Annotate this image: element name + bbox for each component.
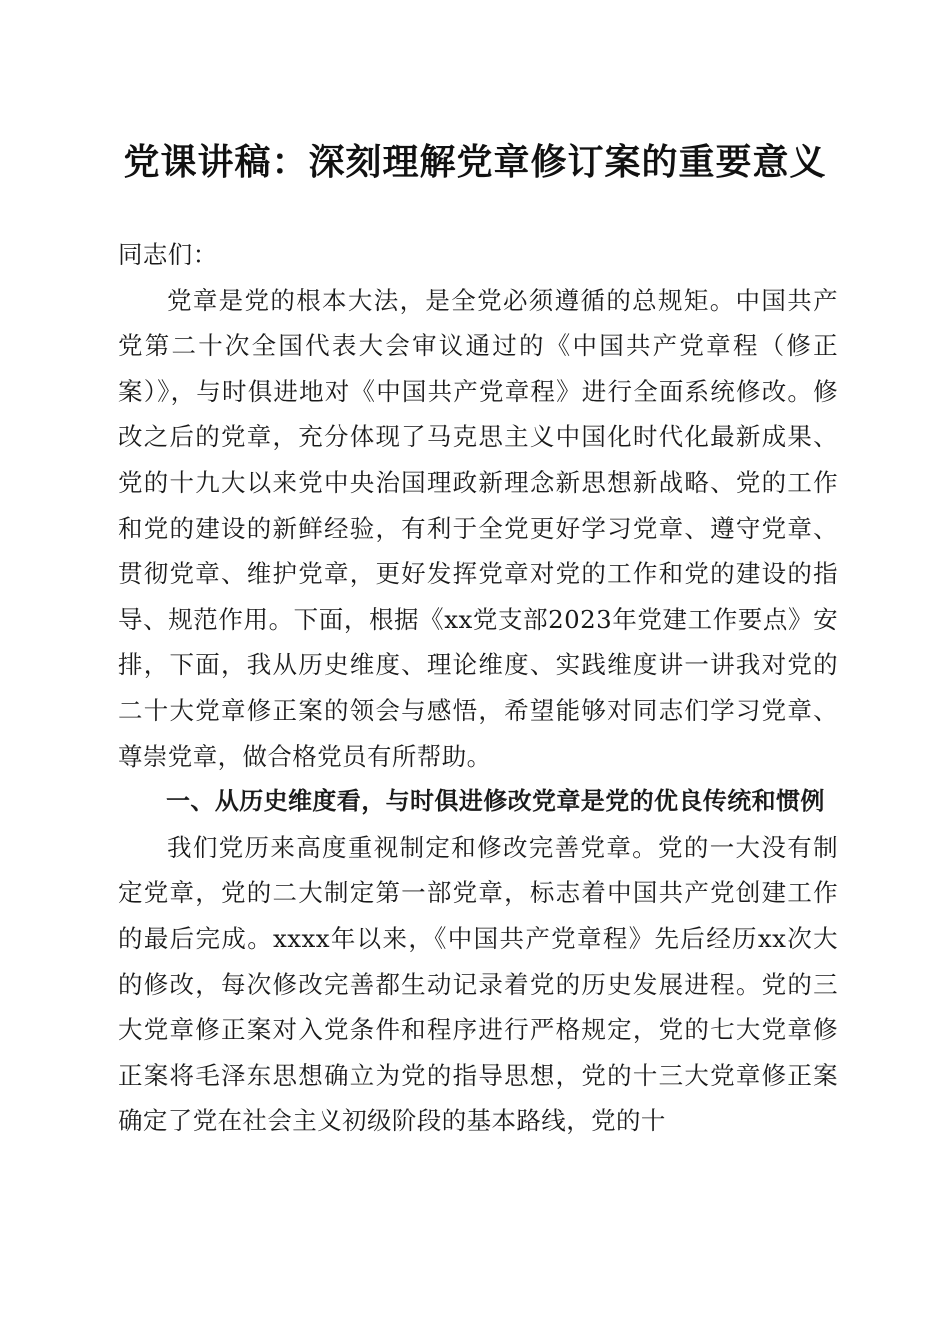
section-heading-1: 一、从历史维度看，与时俱进修改党章是党的优良传统和惯例	[166, 787, 825, 816]
section-1-paragraph: 我们党历来高度重视制定和修改完善党章。党的一大没有制定党章，党的二大制定第一部党章，标志着中国共产党创建工作的最后完成。xxxx年以来，《中国共产党章程》先后经历xx次大的修改，每次修改完善都生动记录着党的历史发展进程。党的三大党章修正案对入党条件和程序进行严格规定，党的七大党章修正案将毛泽东思想确立为党的指导思想，党的十三大党章修正案确定了党在社会主义初级阶段的基本路线，党的十	[118, 832, 838, 1136]
document-body	[118, 232, 838, 1144]
intro-paragraph: 党章是党的根本大法，是全党必须遵循的总规矩。中国共产党第二十次全国代表大会审议通过的《中国共产党章程（修正案）》，与时俱进地对《中国共产党章程》进行全面系统修改。修改之后的党章，充分体现了马克思主义中国化时代化最新成果、党的十九大以来党中央治国理政新理念新思想新战略、党的工作和党的建设的新鲜经验，有利于全党更好学习党章、遵守党章、贯彻党章、维护党章，更好发挥党章对党的工作和党的建设的指导、规范作用。下面，根据《xx党支部2023年党建工作要点》安排，下面，我从历史维度、理论维度、实践维度讲一讲我对党的二十大党章修正案的领会与感悟，希望能够对同志们学习党章、尊崇党章，做合格党员有所帮助。	[118, 285, 838, 771]
salutation: 同志们：	[118, 240, 218, 269]
document-title: 党课讲稿：深刻理解党章修订案的重要意义	[123, 141, 827, 183]
